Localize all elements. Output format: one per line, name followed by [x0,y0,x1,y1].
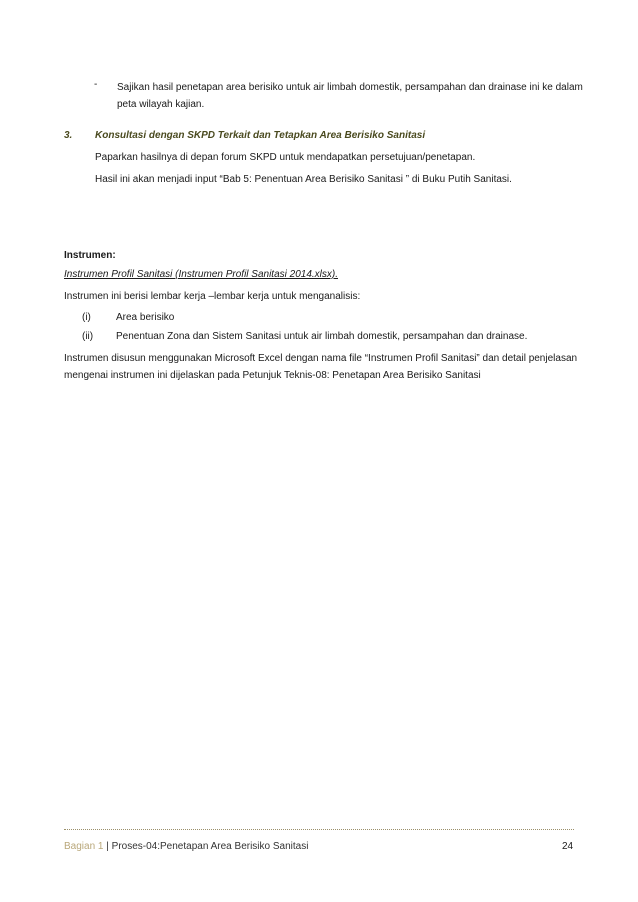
section-number: 3. [64,130,73,141]
instrumen-description: Instrumen ini berisi lembar kerja –lembar kerja untuk menganalisis: [64,291,361,302]
list-item [82,331,527,342]
footer-title: Proses-04:Penetapan Area Berisiko Sanitasi [111,841,309,852]
page-number: 24 [562,841,574,852]
bullet-line-1: Sajikan hasil penetapan area berisiko untuk air limbah domestik, persampahan dan drainase ini ke dalam [117,82,583,93]
section-3-heading [64,130,425,141]
bullet-line-2: peta wilayah kajian. [117,99,205,110]
list-item-text: Penentuan Zona dan Sistem Sanitasi untuk air limbah domestik, persampahan dan drainase. [116,331,528,342]
list-item-label: (i) [82,312,91,323]
section-3-paragraph-2: Hasil ini akan menjadi input “Bab 5: Penentuan Area Berisiko Sanitasi ” di Buku Putih Sanitasi. [95,174,512,185]
instrumen-heading: Instrumen: [64,250,116,261]
list-item-label: (ii) [82,331,94,342]
closing-line-1: Instrumen disusun menggunakan Microsoft Excel dengan nama file “Instrumen Profil Sanitasi” dan detail penjelasan [64,353,578,364]
list-item [82,312,174,323]
instrumen-closing [64,350,577,384]
bullet-text [117,79,583,113]
section-3-paragraph-1: Paparkan hasilnya di depan forum SKPD untuk mendapatkan persetujuan/penetapan. [95,152,476,163]
footer-section: Bagian 1 [64,841,104,852]
footer-divider [64,829,574,830]
bullet-marker: - [94,79,98,90]
footer [64,841,308,852]
footer-separator: | [106,841,109,852]
section-title: Konsultasi dengan SKPD Terkait dan Tetapkan Area Berisiko Sanitasi [95,130,426,141]
list-item-text: Area berisiko [116,312,175,323]
instrumen-subheading: Instrumen Profil Sanitasi (Instrumen Profil Sanitasi 2014.xlsx). [64,269,338,280]
closing-line-2: mengenai instrumen ini dijelaskan pada Petunjuk Teknis-08: Penetapan Area Berisiko Sanitasi [64,370,481,381]
